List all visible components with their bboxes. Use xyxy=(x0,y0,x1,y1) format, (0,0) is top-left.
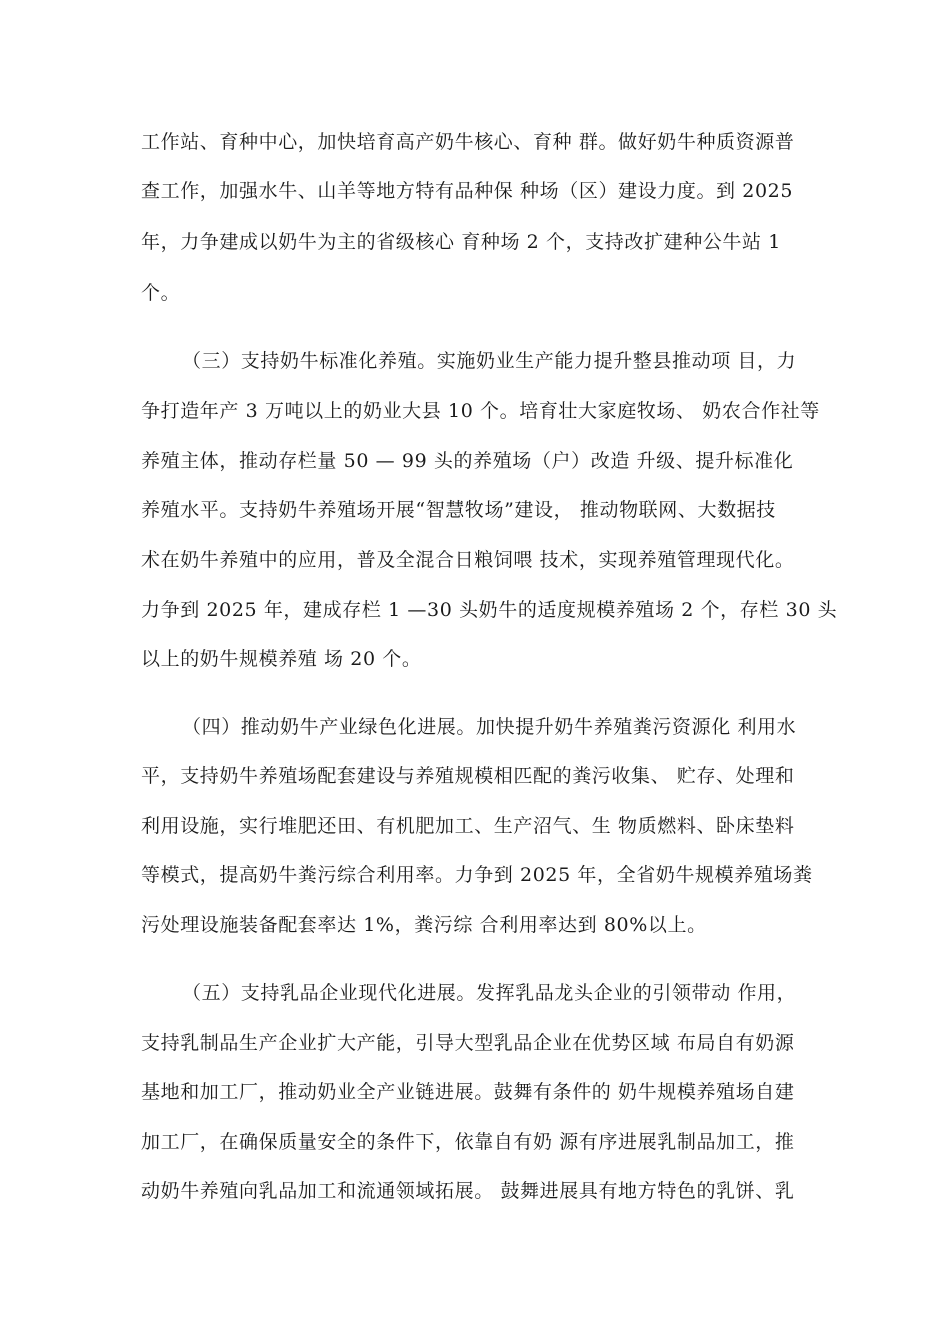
paragraph-heading-line: （五）支持乳品企业现代化进展。发挥乳品龙头企业的引领带动 作用， xyxy=(182,982,797,1004)
text-line: 动奶牛养殖向乳品加工和流通领域拓展。 鼓舞进展具有地方特色的乳饼、乳 xyxy=(141,1180,795,1202)
text-line: 养殖主体，推动存栏量 50 — 99 头的养殖场（户）改造 升级、提升标准化 xyxy=(141,450,794,472)
text-line: 等模式，提高奶牛粪污综合利用率。力争到 2025 年，全省奶牛规模养殖场粪 xyxy=(141,864,813,886)
text-line: 力争到 2025 年，建成存栏 1 —30 头奶牛的适度规模养殖场 2 个，存栏 30 头 xyxy=(141,599,838,621)
text-line: 年，力争建成以奶牛为主的省级核心 育种场 2 个，支持改扩建种公牛站 1 xyxy=(141,231,781,253)
paragraph-heading-line: （四）推动奶牛产业绿色化进展。加快提升奶牛养殖粪污资源化 利用水 xyxy=(182,716,797,738)
text-line: 个。 xyxy=(141,282,181,304)
paragraph-heading-line: （三）支持奶牛标准化养殖。实施奶业生产能力提升整县推动项 目，力 xyxy=(182,350,797,372)
text-line: 工作站、育种中心，加快培育高产奶牛核心、育种 群。做好奶牛种质资源普 xyxy=(141,131,795,153)
text-line: 以上的奶牛规模养殖 场 20 个。 xyxy=(141,648,422,670)
text-line: 污处理设施装备配套率达 1%，粪污综 合利用率达到 80%以上。 xyxy=(141,914,707,936)
text-line: 支持乳制品生产企业扩大产能，引导大型乳品企业在优势区域 布局自有奶源 xyxy=(141,1032,795,1054)
text-line: 争打造年产 3 万吨以上的奶业大县 10 个。培育壮大家庭牧场、 奶农合作社等 xyxy=(141,400,820,422)
text-line: 查工作，加强水牛、山羊等地方特有品种保 种场（区）建设力度。到 2025 xyxy=(141,180,794,202)
text-line: 利用设施，实行堆肥还田、有机肥加工、生产沼气、生 物质燃料、卧床垫料 xyxy=(141,815,795,837)
text-line: 加工厂，在确保质量安全的条件下，依靠自有奶 源有序进展乳制品加工，推 xyxy=(141,1131,795,1153)
text-line: 养殖水平。支持奶牛养殖场开展“智慧牧场”建设， 推动物联网、大数据技 xyxy=(141,499,776,521)
text-line: 平，支持奶牛养殖场配套建设与养殖规模相匹配的粪污收集、 贮存、处理和 xyxy=(141,765,795,787)
text-line: 术在奶牛养殖中的应用，普及全混合日粮饲喂 技术，实现养殖管理现代化。 xyxy=(141,549,795,571)
text-line: 基地和加工厂，推动奶业全产业链进展。鼓舞有条件的 奶牛规模养殖场自建 xyxy=(141,1081,795,1103)
